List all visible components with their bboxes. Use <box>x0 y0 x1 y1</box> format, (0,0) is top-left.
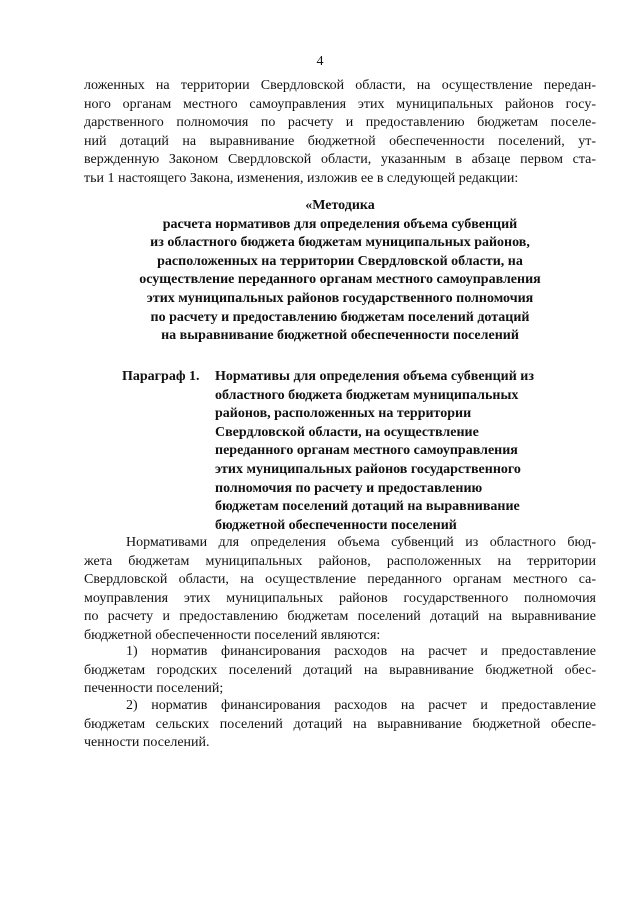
method-title-line: по расчету и предоставлению бюджетам поселений дотаций <box>150 309 530 325</box>
paragraph-heading-line: Свердловской области, на осуществление <box>215 424 479 440</box>
method-title-line: осуществление переданного органам местного самоуправления <box>139 272 541 288</box>
method-title-line: на выравнивание бюджетной обеспеченности поселений <box>161 328 519 344</box>
intro-line: ного органам местного самоуправления этих муниципальных районов госу- <box>84 96 596 112</box>
paragraph-heading-line: районов, расположенных на территории <box>215 406 472 422</box>
paragraph-heading-line: областного бюджета бюджетам муниципальных <box>215 387 519 403</box>
intro-line: вержденную Законом Свердловской области, указанным в абзаце первом ста- <box>84 152 596 168</box>
method-title-line: «Методика <box>305 198 375 213</box>
list-item <box>84 643 596 699</box>
method-title-line: расположенных на территории Свердловской области, на <box>157 253 523 269</box>
list-item <box>84 697 596 753</box>
method-title-line: этих муниципальных районов государственного полномочия <box>146 290 534 306</box>
paragraph-heading-line: бюджетной обеспеченности поселений <box>215 517 457 533</box>
intro-line: ний дотаций на выравнивание бюджетной обеспеченности поселений, ут- <box>84 133 596 149</box>
method-title-line: расчета нормативов для определения объема субвенций <box>162 216 518 232</box>
paragraph-heading-line: бюджетам поселений дотаций на выравнивание <box>215 499 520 515</box>
main-paragraph-line: жета бюджетам муниципальных районов, расположенных на территории <box>84 553 596 569</box>
page-number: 4 <box>316 54 324 69</box>
intro-line: тьи 1 настоящего Закона, изменения, изложив ее в следующей редакции: <box>84 170 519 186</box>
main-paragraph-line: по расчету и предоставлению бюджетам поселений дотаций на выравнивание <box>84 609 596 625</box>
list-item-line: 1) норматив финансирования расходов на расчет и предоставление <box>126 644 596 659</box>
paragraph-label: Параграф 1. <box>122 369 200 384</box>
list-item-line: ченности поселений. <box>84 735 210 751</box>
intro-line: дарственного полномочия по расчету и предоставлению бюджетам поселе- <box>84 115 596 131</box>
intro-paragraph <box>84 77 596 189</box>
paragraph-heading-line: этих муниципальных районов государственного <box>215 461 521 477</box>
method-title <box>84 197 596 346</box>
list-item-line: бюджетам городских поселений дотаций на выравнивание бюджетной обес- <box>84 662 596 678</box>
main-paragraph-line: Нормативами для определения объема субвенций из областного бюд- <box>126 535 596 550</box>
main-paragraph-line: моуправления этих муниципальных районов государственного полномочия <box>84 590 596 606</box>
list-item-line: печенности поселений; <box>84 681 224 697</box>
list-item-line: бюджетам сельских поселений дотаций на выравнивание бюджетной обеспе- <box>84 716 596 732</box>
main-paragraph <box>84 534 596 646</box>
method-title-line: из областного бюджета бюджетам муниципальных районов, <box>150 235 530 251</box>
paragraph-heading-line: переданного органам местного самоуправления <box>215 443 518 459</box>
paragraph-heading-text <box>215 368 575 535</box>
paragraph-heading-line: Нормативы для определения объема субвенций из <box>215 369 534 384</box>
main-paragraph-line: Свердловской области, на осуществление переданного органам местного са- <box>84 572 596 588</box>
intro-line: ложенных на территории Свердловской области, на осуществление передан- <box>84 78 596 93</box>
paragraph-heading-line: полномочия по расчету и предоставлению <box>215 480 483 496</box>
main-paragraph-line: бюджетной обеспеченности поселений являются: <box>84 627 381 643</box>
list-item-line: 2) норматив финансирования расходов на расчет и предоставление <box>126 698 596 713</box>
